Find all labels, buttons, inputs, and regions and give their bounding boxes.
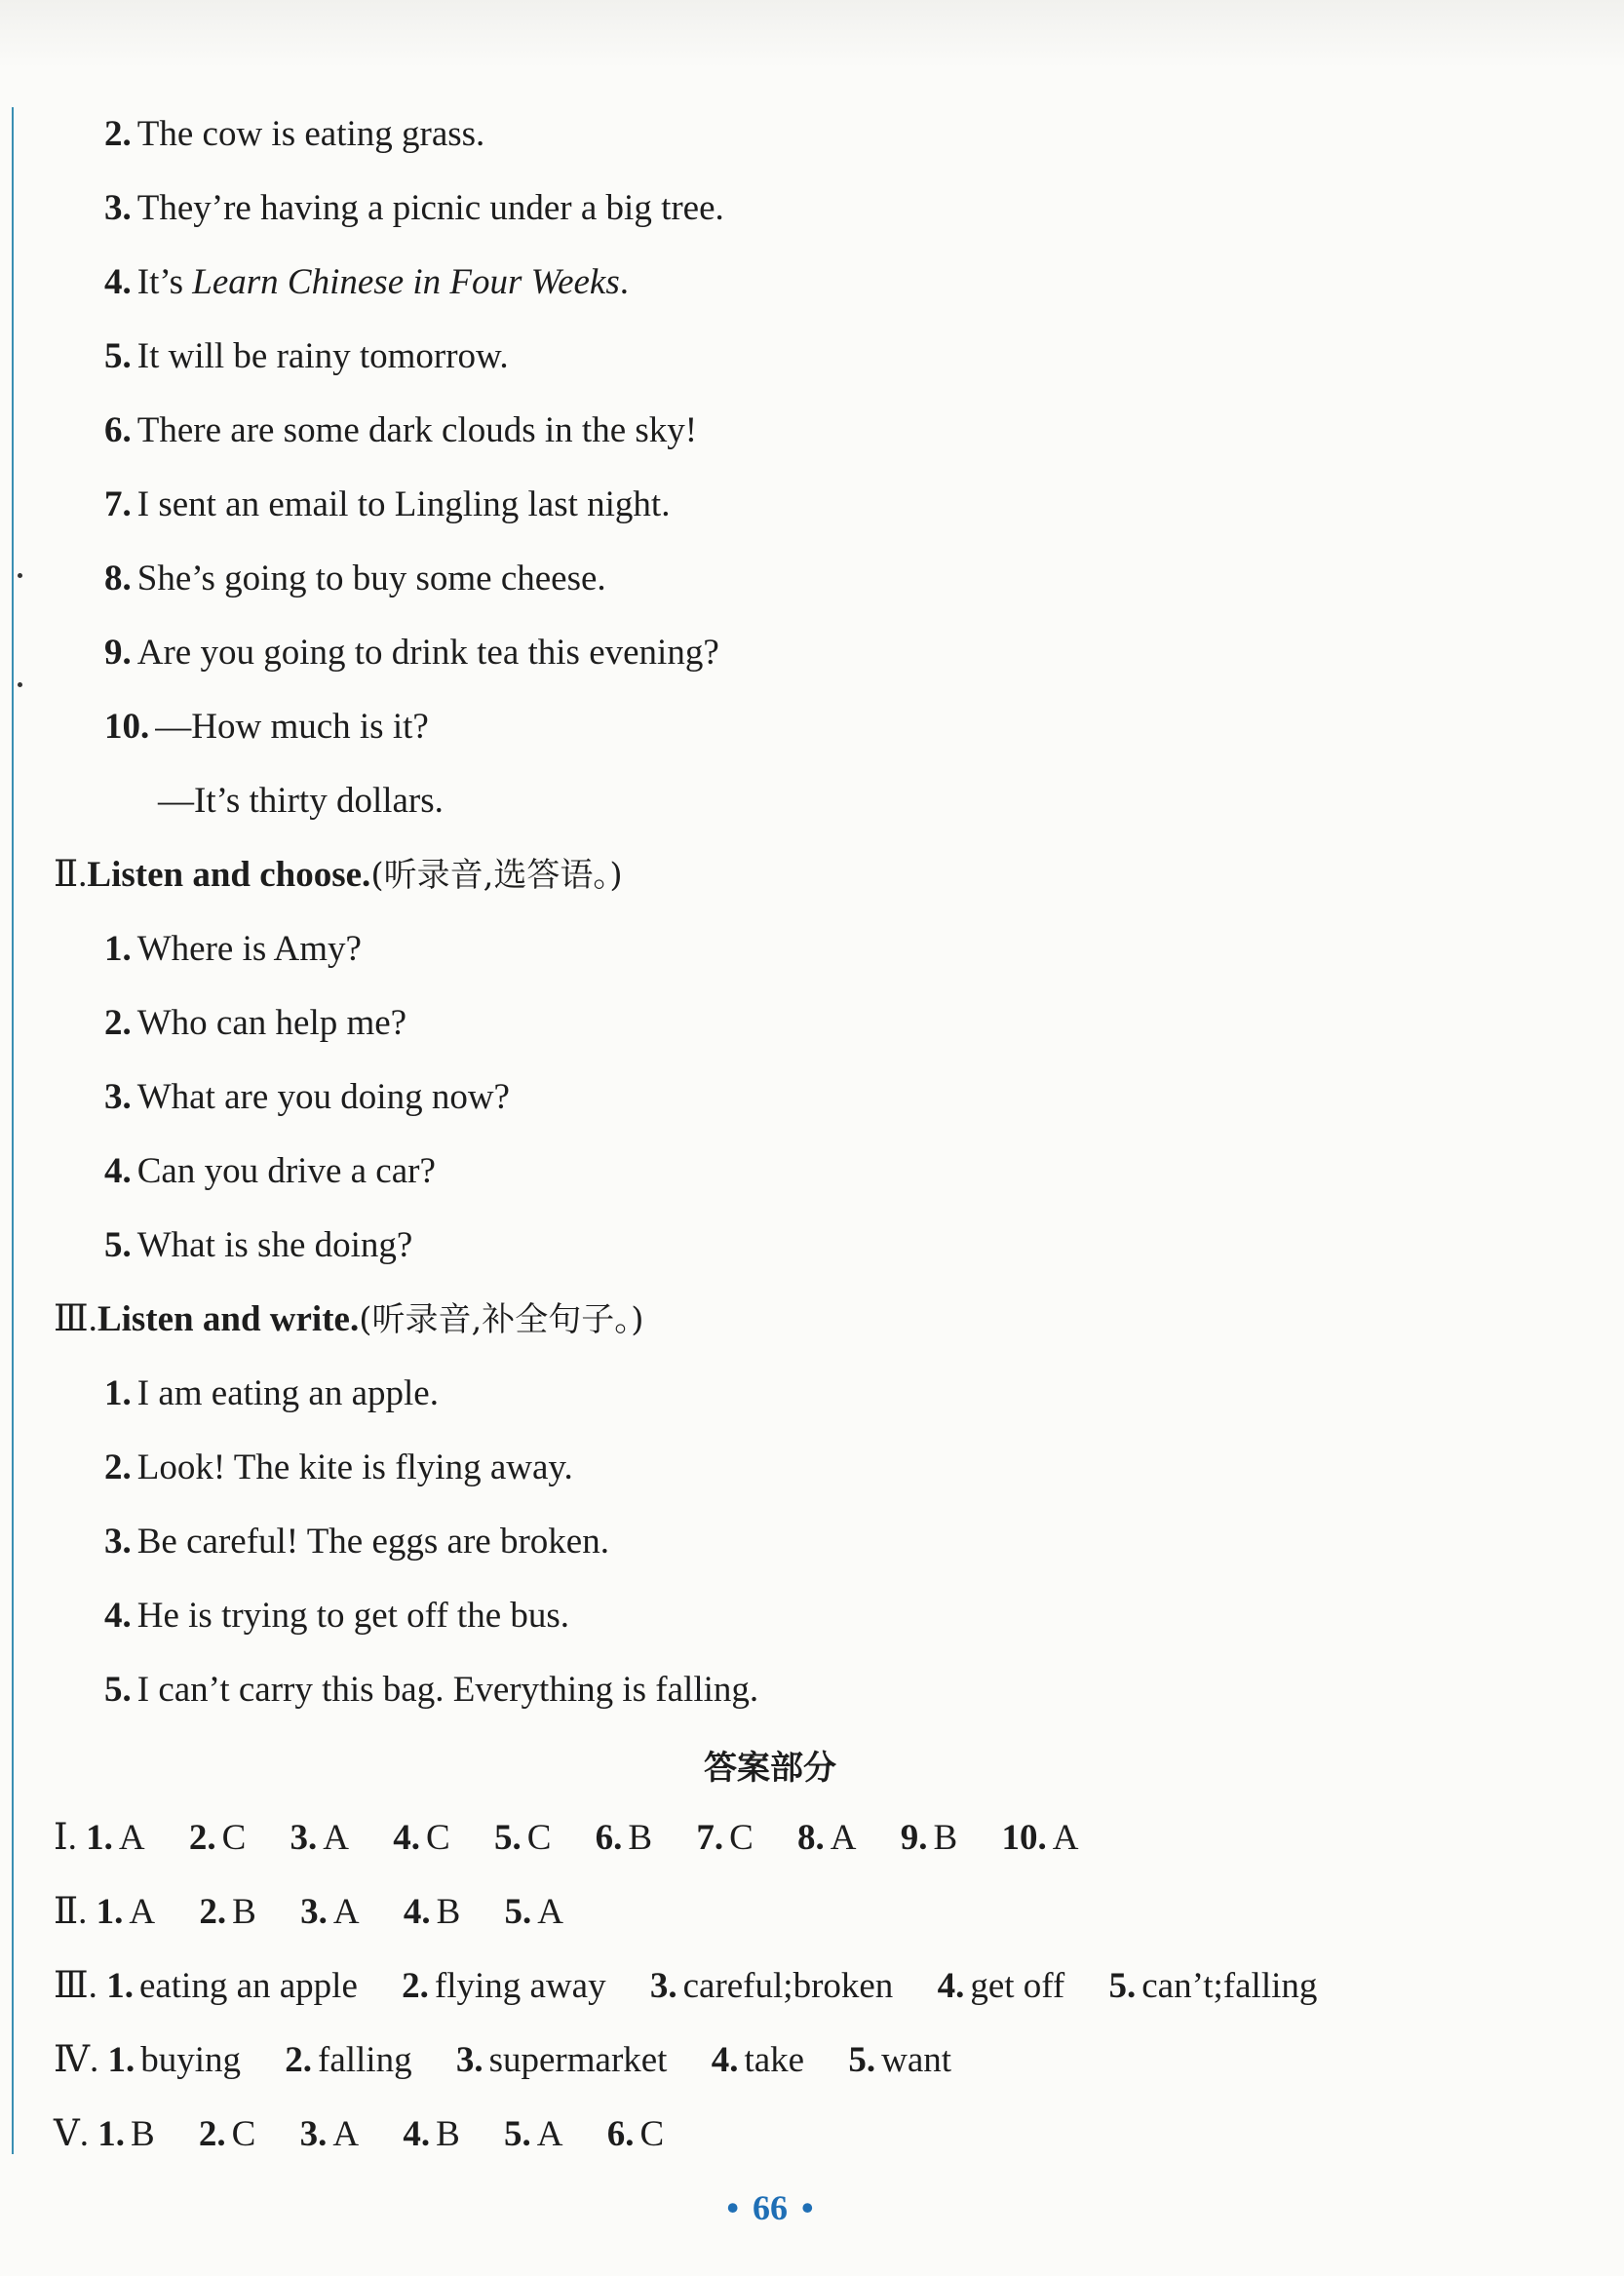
item-text: Are you going to drink tea this evening? [136,633,719,673]
list-item [104,259,629,306]
item-number: 8. [104,559,132,598]
scan-mark [18,682,22,687]
answer-item: 3. A [300,1892,360,1932]
item-number: 5. [104,336,132,376]
list-item [104,1667,758,1714]
item-number: 4. [104,1151,132,1191]
item-text: I can’t carry this bag. Everything is falling. [136,1670,759,1710]
answer-item: 4. get off [937,1966,1065,2006]
answer-item: 5. A [504,1892,563,1932]
answer-item: 1. buying [107,2040,241,2080]
roman-numeral: Ⅱ. [54,855,88,895]
item-number: 5. [104,1225,132,1265]
item-number: 2. [104,1003,132,1043]
page-number [0,2187,1540,2228]
answer-item: 5. C [493,1818,552,1858]
answer-row [54,1889,599,1936]
item-number: 3. [104,188,132,228]
list-item [104,1074,510,1121]
item-number: 9. [104,633,132,673]
heading-english: Listen and write. [97,1299,360,1339]
roman-numeral: Ⅳ. [54,2040,99,2080]
answer-item: 1. eating an apple [106,1966,358,2006]
answer-item: 3. supermarket [455,2040,668,2080]
roman-numeral: Ⅱ. [54,1892,88,1932]
answer-item: 2. B [199,1892,256,1932]
answer-item: 2. flying away [402,1966,606,2006]
scan-top-edge [0,0,1624,68]
item-text: Look! The kite is flying away. [136,1447,573,1487]
item-text: —How much is it? [155,707,429,747]
margin-rule [12,107,14,2154]
answer-item: 5. want [848,2040,952,2080]
list-item [104,482,670,528]
answer-item: 4. B [403,2114,460,2154]
item-text: What are you doing now? [136,1077,510,1117]
section-heading [54,852,623,899]
roman-numeral: Ⅲ. [54,1966,97,2006]
heading-english: Listen and choose. [87,855,371,895]
item-text: I sent an email to Lingling last night. [136,484,671,524]
answer-item: 5. can’t;falling [1108,1966,1318,2006]
bullet-dot: • [801,2188,814,2227]
answer-item: 2. C [188,1818,247,1858]
item-text: There are some dark clouds in the sky! [136,410,698,450]
list-item [104,185,724,232]
answer-item: 4. take [711,2040,805,2080]
list-item [158,778,444,825]
item-text: Where is Amy? [136,929,362,969]
heading-chinese: (听录音,选答语。) [370,856,623,895]
item-text: It’s [136,262,193,302]
answer-item: 8. A [797,1818,857,1858]
list-item [104,926,362,973]
list-item [104,407,697,454]
list-item [104,630,719,676]
answer-item: 3. A [299,2114,360,2154]
answer-item: 10. A [1001,1818,1079,1858]
roman-numeral: Ⅰ. [54,1818,77,1858]
page-number-value: 66 [753,2188,788,2227]
item-text: They’re having a picnic under a big tree. [136,188,724,228]
item-number: 4. [104,1596,132,1636]
answer-item: 3. A [290,1818,350,1858]
answer-item: 3. careful;broken [649,1966,894,2006]
list-item [104,333,509,380]
list-item [104,704,429,751]
answer-item: 7. C [696,1818,754,1858]
book-title: Learn Chinese in Four Weeks [192,262,620,302]
heading-chinese: (听录音,补全句子。) [359,1300,644,1339]
answer-row [54,1815,1113,1862]
answer-item: 2. C [198,2114,256,2154]
item-text: I am eating an apple. [136,1373,439,1413]
list-item [104,1000,406,1047]
item-text: Who can help me? [136,1003,407,1043]
list-item [104,556,606,602]
section-heading [54,1296,644,1343]
list-item [104,1370,439,1417]
answer-item: 1. A [96,1892,156,1932]
answer-item: 4. B [403,1892,461,1932]
answer-item: 1. A [86,1818,145,1858]
answer-item: 5. A [504,2114,563,2154]
answer-section-title: 答案部分 [704,1749,836,1788]
bullet-dot: • [726,2188,739,2227]
item-text: . [619,262,630,302]
answer-row [54,2037,986,2084]
answer-item: 1. B [97,2114,155,2154]
list-item [104,1593,569,1639]
scan-mark [18,573,22,578]
answer-row [54,1963,1352,2010]
item-text: He is trying to get off the bus. [136,1596,570,1636]
list-item [104,1148,436,1195]
roman-numeral: Ⅴ. [54,2114,89,2154]
item-text: It will be rainy tomorrow. [136,336,509,376]
answer-item: 6. C [606,2114,665,2154]
answer-item: 4. C [393,1818,450,1858]
item-number: 6. [104,410,132,450]
list-item [104,1519,609,1565]
item-text: The cow is eating grass. [136,114,485,154]
item-number: 2. [104,1447,132,1487]
list-item [104,1445,573,1491]
item-number: 3. [104,1077,132,1117]
item-text: Can you drive a car? [136,1151,436,1191]
answer-item: 2. falling [285,2040,412,2080]
answer-row [54,2111,699,2158]
item-number: 7. [104,484,132,524]
answer-item: 9. B [900,1818,958,1858]
item-number: 3. [104,1522,132,1562]
item-text: Be careful! The eggs are broken. [136,1522,609,1562]
item-number: 1. [104,1373,132,1413]
list-item [104,111,484,158]
item-text: She’s going to buy some cheese. [136,559,606,598]
item-number: 10. [104,707,150,747]
answer-item: 6. B [595,1818,653,1858]
item-text: —It’s thirty dollars. [158,781,444,821]
item-number: 4. [104,262,132,302]
item-text: What is she doing? [136,1225,413,1265]
item-number: 5. [104,1670,132,1710]
roman-numeral: Ⅲ. [54,1299,97,1339]
item-number: 1. [104,929,132,969]
item-number: 2. [104,114,132,154]
list-item [104,1222,412,1269]
